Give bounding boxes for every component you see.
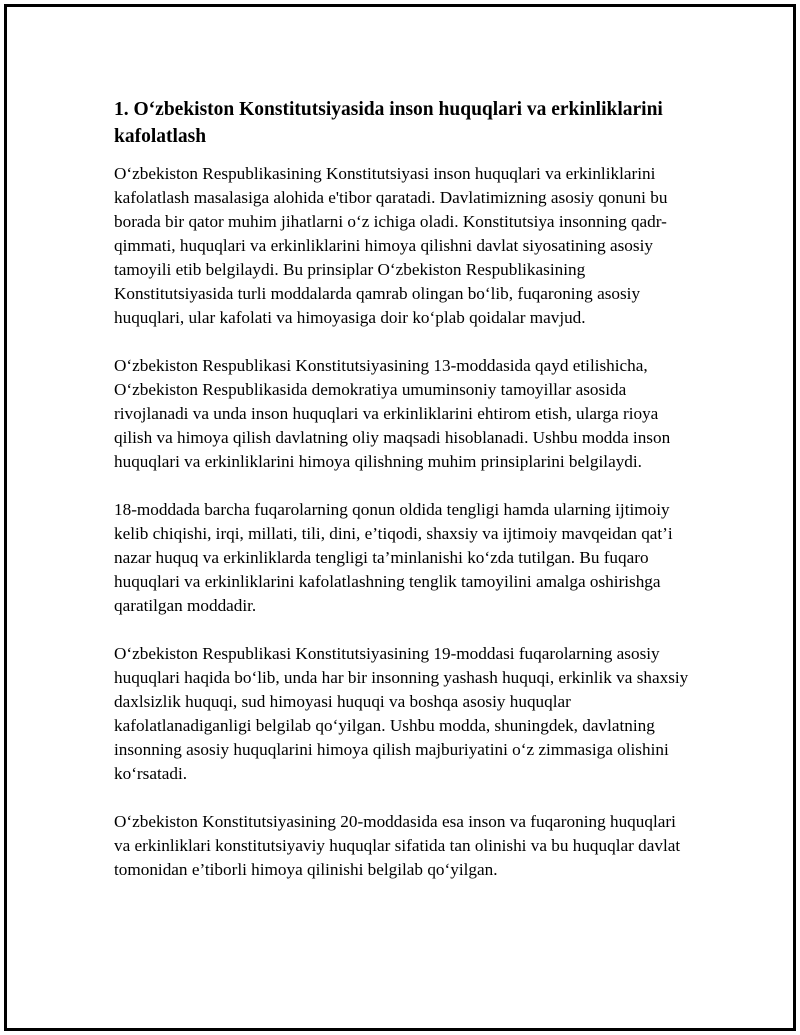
paragraph-article-18: 18-moddada barcha fuqarolarning qonun oldida tengligi hamda ularning ijtimoiy kelib chiqishi, irqi, millati, tili, dini, e’tiqodi, shaxsiy va ijtimoiy mavqeidan qat’i nazar huquq va erkinliklarda tengligi ta’minlanishi ko‘zda tutilgan. Bu fuqaro huquqlari va erkinliklarini kafolatlashning tenglik tamoyilini amalga oshirishga qaratilgan moddadir. xyxy=(114,500,673,615)
paragraph-article-13: O‘zbekiston Respublikasi Konstitutsiyasining 13-moddasida qayd etilishicha, O‘zbekiston Respublikasida demokratiya umuminsoniy tamoyillar asosida rivojlanadi va unda inson huquqlari va erkinliklarini ehtirom etish, ularga rioya qilish va himoya qilish davlatning oliy maqsadi hisoblanadi. Ushbu modda inson huquqlari va erkinliklarini himoya qilishning muhim prinsiplarini belgilaydi. xyxy=(114,356,671,471)
paragraph-intro: O‘zbekiston Respublikasining Konstitutsiyasi inson huquqlari va erkinliklarini kafolatlash masalasiga alohida e'tibor qaratadi. Davlatimizning asosiy qonuni bu borada bir qator muhim jihatlarni o‘z ichiga oladi. Konstitutsiya insonning qadr-qimmati, huquqlari va erkinliklarini himoya qilishni davlat siyosatining asosiy tamoyili etib belgilaydi. Bu prinsiplar O‘zbekiston Respublikasining Konstitutsiyasida turli moddalarda qamrab olingan bo‘lib, fuqaroning asosiy huquqlari, ular kafolati va himoyasiga doir ko‘plab qoidalar mavjud. xyxy=(114,164,668,327)
paragraph-article-19: O‘zbekiston Respublikasi Konstitutsiyasining 19-moddasi fuqarolarning asosiy huquqlari haqida bo‘lib, unda har bir insonning yashash huquqi, erkinlik va shaxsiy daxlsizlik huquqi, sud himoyasi huquqi va boshqa asosiy huquqlar kafolatlanadiganligi belgilab qo‘yilgan. Ushbu modda, shuningdek, davlatning insonning asosiy huquqlarini himoya qilish majburiyatini o‘z zimmasiga olishini ko‘rsatadi. xyxy=(114,644,689,783)
document-body xyxy=(114,96,694,906)
paragraph-article-20: O‘zbekiston Konstitutsiyasining 20-moddasida esa inson va fuqaroning huquqlari va erkinliklari konstitutsiyaviy huquqlar sifatida tan olinishi va bu huquqlar davlat tomonidan e’tiborli himoya qilinishi belgilab qo‘yilgan. xyxy=(114,812,681,879)
section-heading: 1. O‘zbekiston Konstitutsiyasida inson huquqlari va erkinliklarini kafolatlash xyxy=(114,99,663,147)
